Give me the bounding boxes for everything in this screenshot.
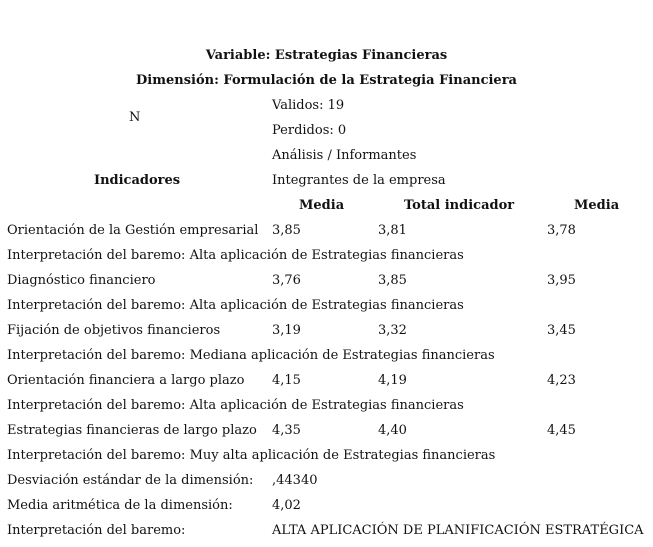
table-subtitle: Dimensión: Formulación de la Estrategia Financiera [136, 73, 517, 88]
total-value: 3,32 [378, 323, 407, 338]
interpretation-row: Interpretación del baremo: Alta aplicación de Estrategias financieras [7, 298, 464, 313]
analisis-label: Análisis / Informantes [272, 148, 417, 163]
media-dimension-label: Media aritmética de la dimensión: [7, 498, 233, 513]
media2-value: 3,78 [547, 223, 576, 238]
total-value: 4,19 [378, 373, 407, 388]
header-media: Media [299, 198, 345, 213]
media-value: 3,76 [272, 273, 301, 288]
media-dimension-value: 4,02 [272, 498, 301, 513]
indicator-label: Estrategias financieras de largo plazo [7, 423, 257, 438]
integrantes-label: Integrantes de la empresa [272, 173, 446, 188]
header-total-indicador: Total indicador [404, 198, 515, 213]
media2-value: 4,23 [547, 373, 576, 388]
indicator-label: Orientación financiera a largo plazo [7, 373, 245, 388]
media-value: 4,15 [272, 373, 301, 388]
desviacion-label: Desviación estándar de la dimensión: [7, 473, 254, 488]
desviacion-value: ,44340 [272, 473, 318, 488]
total-value: 3,81 [378, 223, 407, 238]
media-value: 3,85 [272, 223, 301, 238]
media-value: 3,19 [272, 323, 301, 338]
indicator-label: Diagnóstico financiero [7, 273, 156, 288]
interpretation-row: Interpretación del baremo: Muy alta aplicación de Estrategias financieras [7, 448, 496, 463]
media2-value: 3,95 [547, 273, 576, 288]
validos-value: Validos: 19 [272, 98, 345, 113]
media2-value: 4,45 [547, 423, 576, 438]
total-value: 3,85 [378, 273, 407, 288]
interpretation-row: Interpretación del baremo: Alta aplicación de Estrategias financieras [7, 398, 464, 413]
media-value: 4,35 [272, 423, 301, 438]
indicator-label: Fijación de objetivos financieros [7, 323, 221, 338]
total-value: 4,40 [378, 423, 407, 438]
header-media-2: Media [574, 198, 620, 213]
media2-value: 3,45 [547, 323, 576, 338]
n-label: N [129, 110, 141, 125]
interpretation-final-label: Interpretación del baremo: [7, 523, 186, 538]
indicadores-header: Indicadores [94, 173, 181, 188]
table-title: Variable: Estrategias Financieras [205, 48, 448, 63]
perdidos-value: Perdidos: 0 [272, 123, 347, 138]
interpretation-row: Interpretación del baremo: Alta aplicación de Estrategias financieras [7, 248, 464, 263]
interpretation-final-value: ALTA APLICACIÓN DE PLANIFICACIÓN ESTRATÉGICA [272, 523, 644, 538]
indicator-label: Orientación de la Gestión empresarial [7, 223, 259, 238]
interpretation-row: Interpretación del baremo: Mediana aplicación de Estrategias financieras [7, 348, 495, 363]
